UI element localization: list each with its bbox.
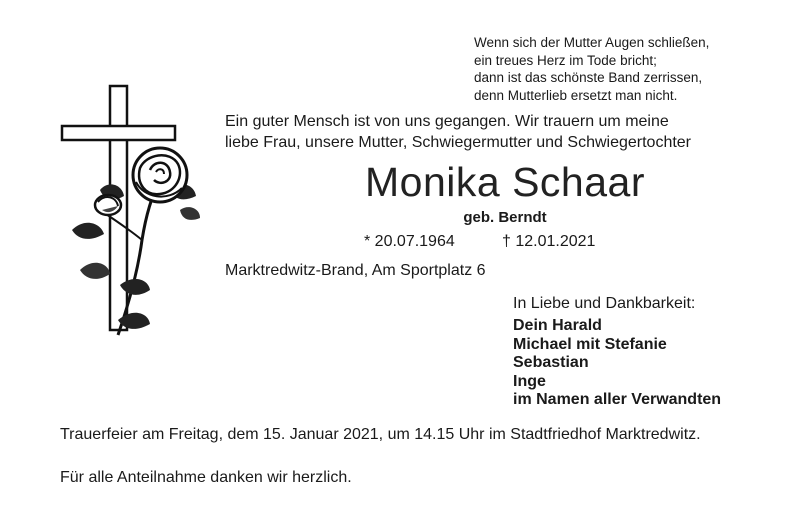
maiden-name: geb. Berndt [463, 209, 547, 226]
deceased-name: Monika Schaar [365, 159, 645, 205]
mourner-name: Inge [513, 372, 546, 390]
mourner-name: im Namen aller Verwandten [513, 391, 722, 408]
mourner-name: Michael mit Stefanie [513, 335, 667, 353]
birth-date: * 20.07.1964 [364, 233, 455, 250]
poem-line: denn Mutterlieb ersetzt man nicht. [474, 87, 678, 103]
intro-line: liebe Frau, unsere Mutter, Schwiegermutter und Schwiegertochter [225, 134, 692, 151]
intro-text [225, 111, 785, 153]
mourners-list [513, 317, 721, 410]
mourners-label: In Liebe und Dankbarkeit: [513, 295, 696, 312]
memorial-poem [474, 34, 774, 104]
poem-line: dann ist das schönste Band zerrissen, [474, 70, 703, 85]
death-date: † 12.01.2021 [502, 233, 596, 250]
poem-line: Wenn sich der Mutter Augen schließen, [474, 35, 710, 50]
thanks-note: Für alle Anteilnahme danken wir herzlich. [60, 469, 352, 486]
poem-line: ein treues Herz im Tode bricht; [474, 52, 657, 68]
funeral-notice: Trauerfeier am Freitag, dem 15. Januar 2021, um 14.15 Uhr im Stadtfriedhof Marktredwitz. [60, 426, 701, 443]
address: Marktredwitz-Brand, Am Sportplatz 6 [225, 262, 486, 279]
mourner-name: Dein Harald [513, 317, 602, 334]
mourner-name: Sebastian [513, 354, 589, 371]
intro-line: Ein guter Mensch ist von uns gegangen. Wir trauern um meine [225, 113, 669, 130]
cross-with-rose-icon [60, 80, 215, 345]
